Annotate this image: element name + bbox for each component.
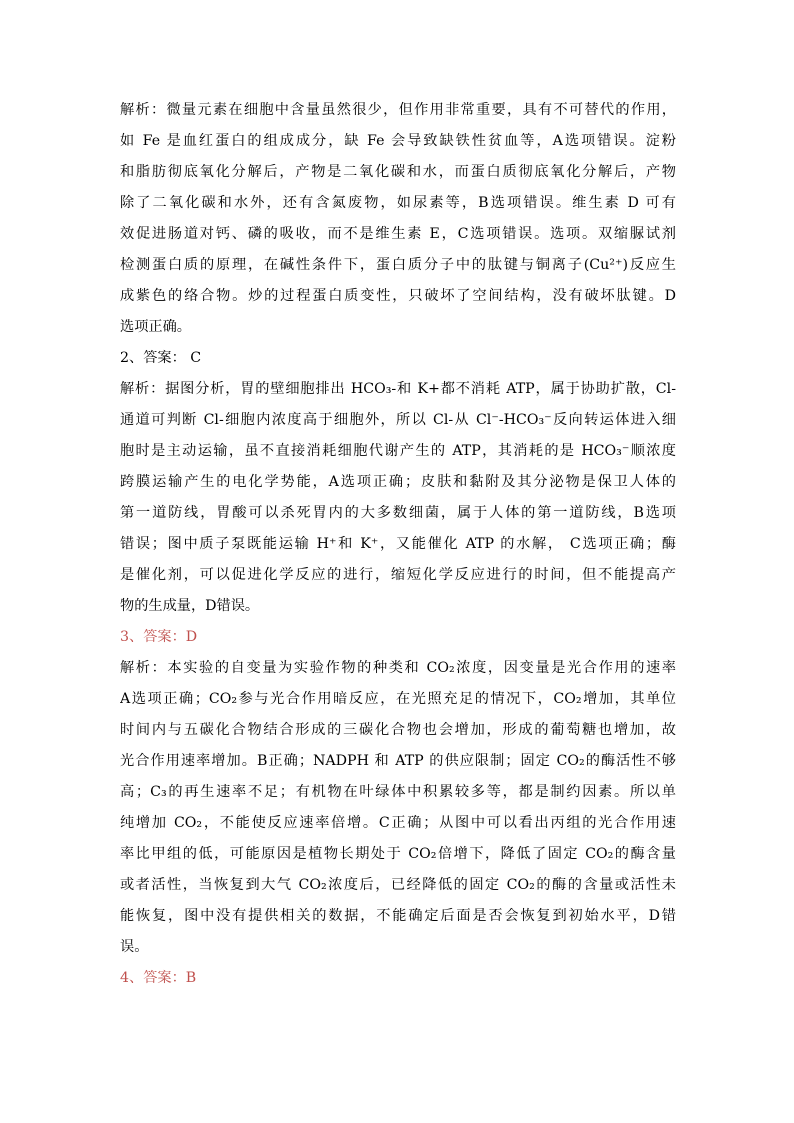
text-line: 胞时是主动运输，虽不直接消耗细胞代谢产生的 ATP，其消耗的是 HCO₃⁻顺浓度 — [120, 443, 676, 459]
text-line: 时间内与五碳化合物结合形成的三碳化合物也会增加，形成的葡萄糖也增加，故 — [120, 722, 676, 738]
text-line: 错误；图中质子泵既能运输 H⁺和 K⁺，又能催化 ATP 的水解， C选项正确；酶 — [120, 536, 676, 552]
explanation-1 — [120, 95, 676, 343]
text-line: 通道可判断 Cl-细胞内浓度高于细胞外，所以 Cl-从 Cl⁻-HCO₃⁻反向转运体进入细 — [120, 412, 676, 428]
text-line: 第一道防线，胃酸可以杀死胃内的大多数细菌，属于人体的第一道防线，B选项 — [120, 505, 676, 521]
text-line: 解析：本实验的自变量为实验作物的种类和 CO₂浓度，因变量是光合作用的速率 — [120, 660, 676, 676]
text-line: 解析：据图分析，胃的壁细胞排出 HCO₃-和 K+都不消耗 ATP，属于协助扩散，Cl- — [120, 381, 676, 397]
answer-4-label: 4、答案：B — [120, 970, 197, 986]
text-line: 率比甲组的低，可能原因是植物长期处于 CO₂倍增下，降低了固定 CO₂的酶含量 — [120, 846, 676, 862]
text-line: 除了二氧化碳和水外，还有含氮废物，如尿素等，B选项错误。维生素 D 可有 — [120, 195, 676, 211]
text-line: 光合作用速率增加。B正确；NADPH 和 ATP 的供应限制；固定 CO₂的酶活性不够 — [120, 753, 676, 769]
answer-2-label: 2、答案： C — [120, 350, 202, 366]
text-line: 高；C₃的再生速率不足；有机物在叶绿体中积累较多等，都是制约因素。所以单 — [120, 784, 676, 800]
text-line: 如 Fe 是血红蛋白的组成成分，缺 Fe 会导致缺铁性贫血等，A选项错误。淀粉 — [120, 133, 676, 149]
text-line: 能恢复，图中没有提供相关的数据，不能确定后面是否会恢复到初始水平，D错 — [120, 908, 676, 924]
text-line: 效促进肠道对钙、磷的吸收，而不是维生素 E，C选项错误。选项。双缩脲试剂 — [120, 226, 676, 242]
text-line: 纯增加 CO₂，不能使反应速率倍增。C正确；从图中可以看出丙组的光合作用速 — [120, 815, 676, 831]
text-line: 选项正确。 — [120, 319, 191, 335]
text-line: 是催化剂，可以促进化学反应的进行，缩短化学反应进行的时间，但不能提高产 — [120, 567, 676, 583]
text-line: A选项正确；CO₂参与光合作用暗反应，在光照充足的情况下，CO₂增加，其单位 — [120, 691, 676, 707]
document-page — [120, 95, 676, 994]
text-line: 或者活性，当恢复到大气 CO₂浓度后，已经降低的固定 CO₂的酶的含量或活性未 — [120, 877, 676, 893]
explanation-2 — [120, 374, 676, 622]
text-line: 误。 — [120, 939, 149, 955]
text-line: 跨膜运输产生的电化学势能，A选项正确；皮肤和黏附及其分泌物是保卫人体的 — [120, 474, 676, 490]
explanation-3 — [120, 653, 676, 963]
text-line: 和脂肪彻底氧化分解后，产物是二氧化碳和水，而蛋白质彻底氧化分解后，产物 — [120, 164, 676, 180]
text-line: 检测蛋白质的原理，在碱性条件下，蛋白质分子中的肽键与铜离子(Cu²⁺)反应生 — [120, 257, 676, 273]
text-line: 物的生成量，D错误。 — [120, 598, 260, 614]
answer-3-label: 3、答案：D — [120, 629, 198, 645]
text-line: 解析：微量元素在细胞中含量虽然很少，但作用非常重要，具有不可替代的作用， — [120, 102, 676, 118]
text-line: 成紫色的络合物。炒的过程蛋白质变性，只破坏了空间结构，没有破坏肽键。D — [120, 288, 676, 304]
